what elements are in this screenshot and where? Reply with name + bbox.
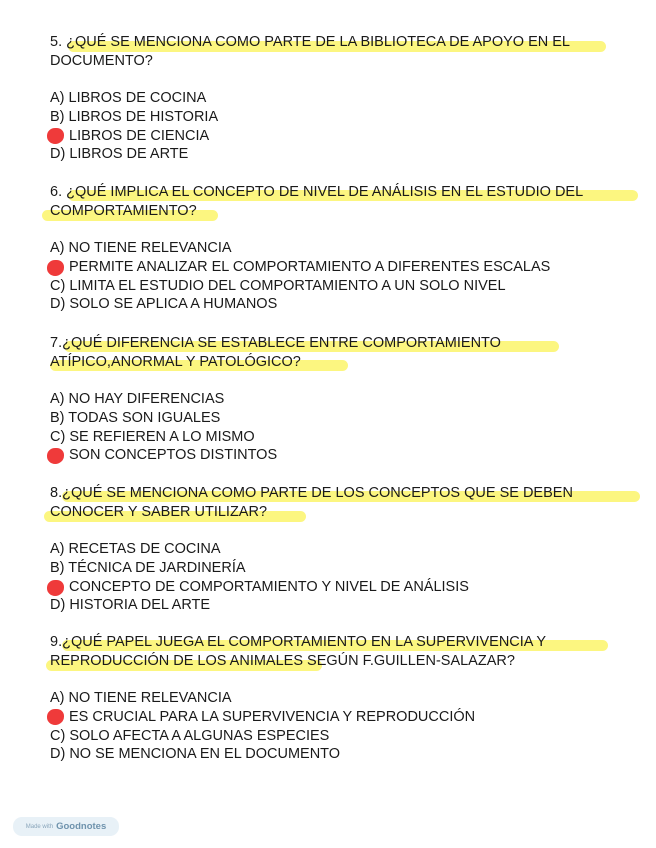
question-text-line2: DOCUMENTO? [50, 53, 153, 69]
option-b [50, 708, 640, 727]
answer-mark [47, 128, 64, 144]
option-c: C) SE REFIEREN A LO MISMO [50, 428, 255, 445]
question-text-line2: COMPORTAMIENTO? [50, 203, 197, 219]
option-a: A) NO TIENE RELEVANCIA [50, 690, 232, 706]
answer-mark [47, 580, 64, 596]
question-7 [50, 334, 640, 465]
answer-mark [47, 448, 64, 464]
question-text-line1: 5. ¿QUÉ SE MENCIONA COMO PARTE DE LA BIBLIOTECA DE APOYO EN EL [50, 34, 570, 50]
option-d [50, 446, 640, 465]
option-c [50, 127, 640, 146]
option-b: B) TODAS SON IGUALES [50, 409, 221, 426]
option-a: A) NO HAY DIFERENCIAS [50, 391, 225, 407]
option-b-text: PERMITE ANALIZAR EL COMPORTAMIENTO A DIFERENTES ESCALAS [69, 258, 551, 275]
made-with-label: Made with [25, 823, 54, 830]
question-text-line1: 9.¿QUÉ PAPEL JUEGA EL COMPORTAMIENTO EN LA SUPERVIVENCIA Y [50, 634, 547, 650]
option-d: D) SOLO SE APLICA A HUMANOS [50, 296, 278, 313]
option-b-text: ES CRUCIAL PARA LA SUPERVIVENCIA Y REPRODUCCIÓN [69, 708, 476, 725]
option-d: D) HISTORIA DEL ARTE [50, 597, 211, 614]
option-a: A) LIBROS DE COCINA [50, 90, 207, 106]
question-text-line2: REPRODUCCIÓN DE LOS ANIMALES SEGÚN F.GUILLEN-SALAZAR? [50, 653, 515, 669]
goodnotes-logo: Goodnotes [56, 821, 107, 832]
answer-mark [47, 260, 64, 276]
question-text-line2: ATÍPICO,ANORMAL Y PATOLÓGICO? [50, 354, 301, 370]
question-8 [50, 484, 640, 615]
question-9 [50, 633, 640, 764]
option-b: B) LIBROS DE HISTORIA [50, 108, 219, 125]
goodnotes-badge[interactable] [13, 817, 119, 836]
question-text-line1: 6. ¿QUÉ IMPLICA EL CONCEPTO DE NIVEL DE ANÁLISIS EN EL ESTUDIO DEL [50, 184, 584, 200]
option-c: C) SOLO AFECTA A ALGUNAS ESPECIES [50, 727, 330, 744]
option-c [50, 578, 640, 597]
question-text-line1: 7.¿QUÉ DIFERENCIA SE ESTABLECE ENTRE COMPORTAMIENTO [50, 335, 501, 351]
option-b: B) TÉCNICA DE JARDINERÍA [50, 559, 246, 576]
option-b [50, 258, 640, 277]
option-d: D) LIBROS DE ARTE [50, 146, 189, 163]
option-c-text: CONCEPTO DE COMPORTAMIENTO Y NIVEL DE ANÁLISIS [69, 578, 469, 595]
answer-mark [47, 709, 64, 725]
option-d: D) NO SE MENCIONA EN EL DOCUMENTO [50, 746, 341, 763]
option-c-text: LIBROS DE CIENCIA [69, 127, 210, 144]
option-a: A) NO TIENE RELEVANCIA [50, 240, 232, 256]
option-a: A) RECETAS DE COCINA [50, 541, 221, 557]
question-5 [50, 33, 640, 164]
option-d-text: SON CONCEPTOS DISTINTOS [69, 447, 278, 464]
question-text-line1: 8.¿QUÉ SE MENCIONA COMO PARTE DE LOS CONCEPTOS QUE SE DEBEN [50, 485, 573, 501]
question-6 [50, 183, 640, 314]
option-c: C) LIMITA EL ESTUDIO DEL COMPORTAMIENTO A UN SOLO NIVEL [50, 277, 506, 294]
question-text-line2: CONOCER Y SABER UTILIZAR? [50, 504, 268, 520]
